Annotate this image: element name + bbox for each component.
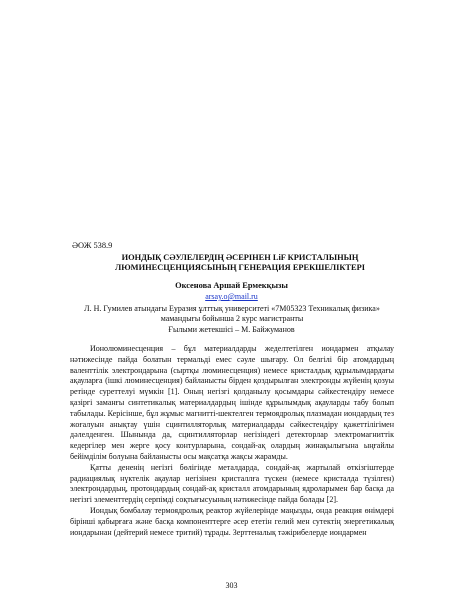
author-email	[0, 292, 463, 301]
email-link[interactable]: arsay.o@mail.ru	[205, 292, 258, 301]
paragraph: Ионолюминесценция – бұл материалдарды жеделтетілген иондармен атқылау нәтижесінде пайда болатын термальді емес сәуле шығару. Ол белгілі бір атомдардың валенттілік электрондарына (сыртқы люминесценция) немесе кристалдық құрылымдардағы ақауларға (ішкі люминесценция) байланысты бірден қоздырылған электронды жүйенің қозуы ретінде суреттелуі мүмкін [1]. Оның негізгі қолданылу қосымдары сәйкестендіру немесе қазіргі заманғы синтетикалық материалдардың ішінде құрылымдық ақауларды табу болып табылады. Керісінше, бұл жұмыс магнитті-шектелген термоядролық плазмадан иондардың тез жоғалуын анықтау үшін сцинтилляторлық материалдарды сәйкестендіру қажеттілігімен дәлелденген. Шынында да, сцинтилляторлар негізіндегі детекторлар электромагниттік кедергілер мен жерге қосу контурларына, сондай-ақ олардың жинақылығына ыңғайлы бейімділім болуына байланысты осы мақсатқа жақсы жарамды.	[70, 344, 394, 461]
supervisor: Ғылыми жетекшісі – М. Байжуманов	[168, 325, 295, 334]
article-title: ИОНДЫҚ СӘУЛЕЛЕРДІҢ ӘСЕРІНЕН LiF КРИСТАЛЫНЫҢ ЛЮМИНЕСЦЕНЦИЯСЫНЫҢ ГЕНЕРАЦИЯ ЕРЕКШЕЛІКТЕРІ	[115, 253, 365, 272]
page-number: 303	[225, 581, 238, 590]
author-name: Оксенова Аршай Ермекқызы	[175, 281, 288, 290]
udc-code: ӘОЖ 538.9	[72, 241, 113, 250]
affiliation: Л. Н. Гумилев атындағы Еуразия ұлттық университеті «7М05323 Техникалық физика» мамандығы бойынша 2 курс магистранты	[84, 304, 380, 323]
article-body	[70, 344, 394, 538]
paragraph: Иондық бомбалау термоядролық реактор жүйелерінде маңызды, онда реакция өнімдері бірінші қабырғаға және басқа компоненттерге әсер ететін гелий мен сутектің энергетикалық иондарынан (дейтерий немесе тритий) тұрады. Зерттеналық тәжірибелерде иондармен	[70, 505, 394, 537]
paragraph: Қатты дененің негізгі бөлігінде металдарда, сондай-ақ жартылай өткізгіштерде радиациялық нүктелік ақаулар негізінен кристаллға түскен (немесе кристалда түзілген) электрондардың, протондардың сондай-ақ кристалл атомдарының ядроларымен бар басқа да негізгі элементтердің серпімді соқтығысуының нәтижесінде пайда болады [2].	[70, 462, 394, 505]
